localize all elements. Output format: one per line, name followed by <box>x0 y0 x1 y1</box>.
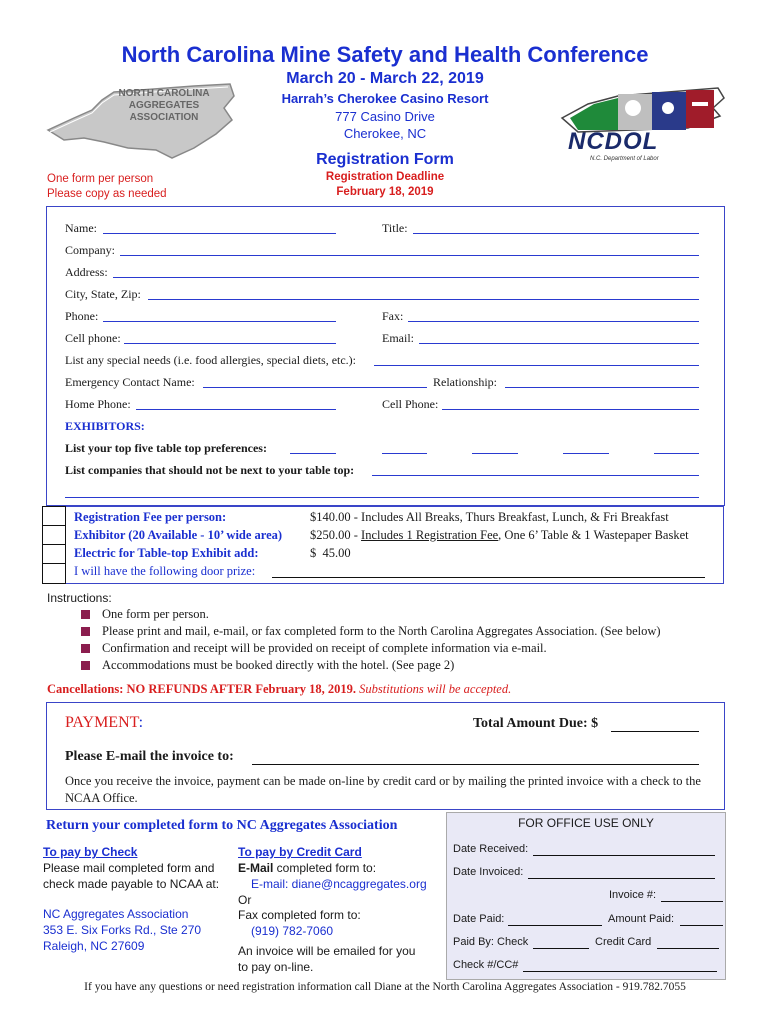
relationship-field[interactable] <box>505 387 699 388</box>
cancellation-bold: Cancellations: NO REFUNDS AFTER February 18, 2019. <box>47 682 357 696</box>
venue-city: Cherokee, NC <box>343 126 427 141</box>
paid-by-check-label: Paid By: Check <box>453 936 529 948</box>
credit-card-field[interactable] <box>657 948 719 949</box>
pref-4-field[interactable] <box>563 453 609 454</box>
check-cc-label: Check #/CC# <box>453 959 519 971</box>
top-five-label: List your top five table top preferences: <box>65 441 267 455</box>
phone-label: Phone: <box>65 309 99 323</box>
bullet-icon <box>81 627 90 636</box>
invoice-note-2: to pay on-line. <box>238 960 314 974</box>
venue-name: Harrah’s Cherokee Casino Resort <box>281 91 489 106</box>
fee-checkbox-electric[interactable] <box>42 544 66 565</box>
instruction-item: Confirmation and receipt will be provided on receipt of complete information via e-mail. <box>102 641 547 655</box>
emergency-label: Emergency Contact Name: <box>65 375 195 389</box>
org-city: Raleigh, NC 27609 <box>43 939 145 953</box>
credit-card-label: Credit Card <box>595 936 652 948</box>
cell-field[interactable] <box>124 343 336 344</box>
relationship-label: Relationship: <box>433 375 497 389</box>
venue-address: 777 Casino Drive <box>335 109 435 124</box>
return-heading: Return your completed form to NC Aggregates Association <box>46 818 398 833</box>
name-field[interactable] <box>103 233 336 234</box>
invoice-email-field[interactable] <box>252 764 699 765</box>
fee-price-electric: $ 45.00 <box>310 546 351 560</box>
name-label: Name: <box>65 221 97 235</box>
amount-paid-label: Amount Paid: <box>608 913 675 925</box>
pref-2-field[interactable] <box>382 453 427 454</box>
bullet-icon <box>81 661 90 670</box>
or-label: Or <box>238 893 252 907</box>
date-paid-label: Date Paid: <box>453 913 505 925</box>
address-label: Address: <box>65 265 108 279</box>
fax-field[interactable] <box>408 321 699 322</box>
check-line-1: Please mail completed form and <box>43 861 215 875</box>
cancellation-policy <box>47 682 511 697</box>
bullet-icon <box>81 610 90 619</box>
total-field[interactable] <box>611 731 699 732</box>
payment-colon: : <box>138 714 144 731</box>
logo-text-line: ASSOCIATION <box>129 112 199 123</box>
title-label: Title: <box>382 221 408 235</box>
emergency-field[interactable] <box>203 387 427 388</box>
note-one-form: One form per person <box>47 173 154 185</box>
fax-label: Fax: <box>382 309 404 323</box>
check-line-2: check made payable to NCAA at: <box>43 877 220 891</box>
pref-5-field[interactable] <box>654 453 699 454</box>
ncdol-logo-text: NCDOL <box>568 128 659 155</box>
city-label: City, State, Zip: <box>65 287 141 301</box>
instruction-item: Please print and mail, e-mail, or fax completed form to the North Carolina Aggregates Association. (See below) <box>102 624 661 638</box>
date-invoiced-field[interactable] <box>528 878 715 879</box>
fee-price-exhibitor-b: , One 6’ Table & 1 Wastepaper Basket <box>498 528 689 542</box>
not-next-field-2[interactable] <box>65 497 699 498</box>
city-field[interactable] <box>148 299 699 300</box>
credit-email-address[interactable]: E-mail: diane@ncaggregates.org <box>251 877 427 891</box>
invoice-number-field[interactable] <box>661 901 723 902</box>
date-invoiced-label: Date Invoiced: <box>453 866 524 878</box>
total-label: Total Amount Due: $ <box>473 716 599 731</box>
credit-email-rest: completed form to: <box>273 861 377 875</box>
cell-phone2-label: Cell Phone: <box>382 397 439 411</box>
invoice-note-1: An invoice will be emailed for you <box>238 944 416 958</box>
pay-by-credit-title: To pay by Credit Card <box>238 845 362 859</box>
credit-email-bold: E-Mail <box>238 861 274 875</box>
fee-label-registration: Registration Fee per person: <box>74 510 227 524</box>
pref-3-field[interactable] <box>472 453 518 454</box>
instruction-item: Accommodations must be booked directly with the hotel. (See page 2) <box>102 658 455 672</box>
date-received-label: Date Received: <box>453 843 529 855</box>
conference-dates: March 20 - March 22, 2019 <box>286 70 484 87</box>
date-paid-field[interactable] <box>508 925 602 926</box>
org-name: NC Aggregates Association <box>43 907 189 921</box>
email-field[interactable] <box>419 343 699 344</box>
org-street: 353 E. Six Forks Rd., Ste 270 <box>43 923 202 937</box>
fax-form-label: Fax completed form to: <box>238 908 361 922</box>
nc-aggregates-logo <box>44 78 240 164</box>
payment-heading <box>65 714 143 732</box>
invoice-number-label: Invoice #: <box>609 889 657 901</box>
cell-phone2-field[interactable] <box>442 409 699 410</box>
payment-note: Once you receive the invoice, payment can be made on-line by credit card or by mailing the printed invoice with a check to the NCAA Office. <box>65 774 701 805</box>
credit-email-line <box>238 861 376 875</box>
page-title: North Carolina Mine Safety and Health Conference <box>121 42 649 67</box>
fee-checkbox-door-prize[interactable] <box>42 563 66 584</box>
office-use-box <box>446 812 726 980</box>
paid-by-check-field[interactable] <box>533 948 589 949</box>
footer-contact: If you have any questions or need registration information call Diane at the North Carolina Aggregates Association - 919.782.7055 <box>84 981 686 993</box>
door-prize-label: I will have the following door prize: <box>74 564 256 578</box>
company-label: Company: <box>65 243 115 257</box>
fee-checkbox-registration[interactable] <box>42 506 66 527</box>
home-phone-field[interactable] <box>136 409 336 410</box>
instructions-heading: Instructions: <box>47 591 112 605</box>
cancellation-italic: Substitutions will be accepted. <box>359 682 512 696</box>
form-title: Registration Form <box>316 151 454 168</box>
fee-price-exhibitor <box>310 528 689 543</box>
door-prize-field[interactable] <box>272 577 705 578</box>
amount-paid-field[interactable] <box>680 925 723 926</box>
exhibitors-heading: EXHIBITORS: <box>65 419 145 433</box>
pref-1-field[interactable] <box>290 453 336 454</box>
note-copy: Please copy as needed <box>47 188 167 200</box>
fee-price-registration: $140.00 - Includes All Breaks, Thurs Breakfast, Lunch, & Fri Breakfast <box>310 510 669 524</box>
pay-by-check-title: To pay by Check <box>43 845 138 859</box>
date-received-field[interactable] <box>533 855 715 856</box>
cell-label: Cell phone: <box>65 331 121 345</box>
check-cc-field[interactable] <box>523 971 717 972</box>
fee-price-exhibitor-u: Includes 1 Registration Fee <box>361 528 499 542</box>
title-field[interactable] <box>413 233 699 234</box>
fee-checkbox-exhibitor[interactable] <box>42 525 66 546</box>
email-label: Email: <box>382 331 414 345</box>
deadline-date: February 18, 2019 <box>336 186 434 198</box>
ncdol-logo <box>558 78 728 166</box>
fee-label-electric: Electric for Table-top Exhibit add: <box>74 546 259 560</box>
instruction-item: One form per person. <box>102 607 209 621</box>
fee-label-exhibitor: Exhibitor (20 Available - 10’ wide area) <box>74 528 283 542</box>
special-needs-field[interactable] <box>374 365 699 366</box>
logo-text-line: NORTH CAROLINA <box>118 88 210 99</box>
not-next-field[interactable] <box>372 475 699 476</box>
special-needs-label: List any special needs (i.e. food allergies, special diets, etc.): <box>65 353 357 367</box>
ncdol-logo-sub: N.C. Department of Labor <box>590 156 659 162</box>
home-phone-label: Home Phone: <box>65 397 131 411</box>
invoice-email-label: Please E-mail the invoice to: <box>65 749 234 764</box>
address-field[interactable] <box>113 277 699 278</box>
not-next-label: List companies that should not be next to your table top: <box>65 463 355 477</box>
bullet-icon <box>81 644 90 653</box>
office-use-heading: FOR OFFICE USE ONLY <box>518 816 654 830</box>
fee-price-exhibitor-a: $250.00 - <box>310 528 362 542</box>
deadline-label: Registration Deadline <box>325 171 445 183</box>
logo-text-line: AGGREGATES <box>128 100 200 111</box>
payment-heading-text: PAYMENT <box>65 714 139 731</box>
company-field[interactable] <box>120 255 699 256</box>
fax-number: (919) 782-7060 <box>251 924 334 938</box>
phone-field[interactable] <box>103 321 336 322</box>
